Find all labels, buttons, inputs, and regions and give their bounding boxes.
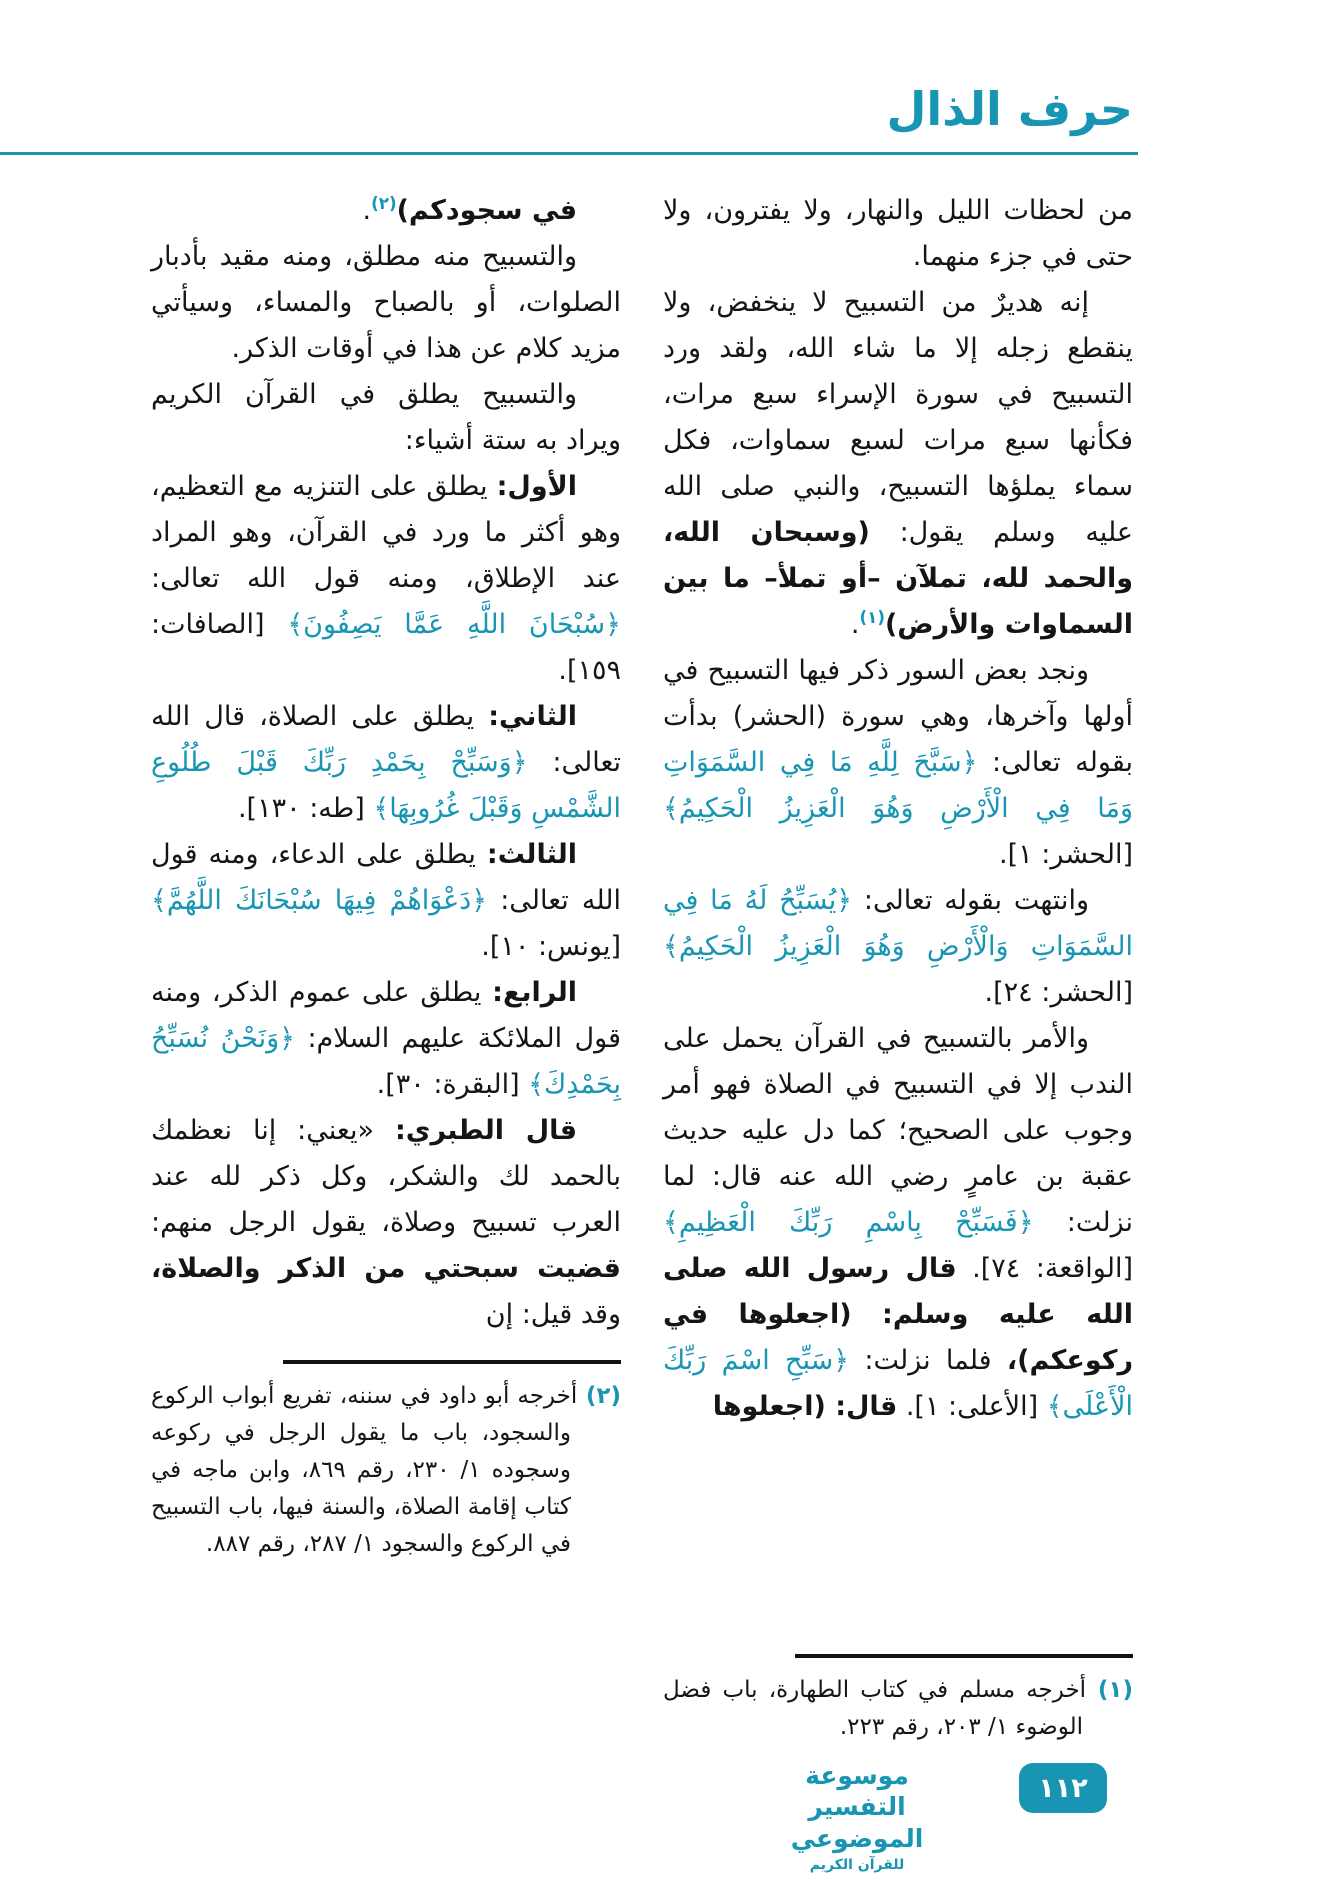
paragraph xyxy=(663,280,1133,648)
paragraph xyxy=(151,970,621,1108)
paragraph xyxy=(663,188,1133,280)
footnote xyxy=(663,1672,1133,1746)
emphasis-run: الثالث: xyxy=(486,839,577,870)
footnote xyxy=(151,1378,621,1563)
emphasis-run: في سجودكم) xyxy=(396,195,577,226)
paragraph xyxy=(151,188,621,234)
footnote-text: أخرجه أبو داود في سننه، تفريع أبواب الركوع والسجود، باب ما يقول الرجل في ركوعه وسجوده ١/ ٢٣٠، رقم ٨٦٩، وابن ماجه في كتاب إقامة الصلاة، والسنة فيها، باب التسبيح في الركوع والسجود ١/ ٢٨٧، رقم ٨٨٧. xyxy=(151,1383,578,1557)
footnote-text: أخرجه مسلم في كتاب الطهارة، باب فضل الوضوء ١/ ٢٠٣، رقم ٢٢٣. xyxy=(663,1677,1087,1740)
paragraph xyxy=(663,648,1133,878)
text-run: فلما نزلت: xyxy=(849,1345,1007,1376)
page-number-badge xyxy=(1019,1763,1107,1813)
page-content xyxy=(150,188,1133,1750)
quran-verse: ﴿سُبْحَانَ اللَّهِ عَمَّا يَصِفُونَ﴾ xyxy=(287,609,621,640)
column-right-text xyxy=(663,188,1133,1430)
column-right-footnotes xyxy=(663,1654,1133,1750)
column-left xyxy=(151,188,621,1750)
emphasis-run: قال الطبري: xyxy=(394,1115,577,1146)
text-run: يطلق على الدعاء، ومنه قول الله تعالى: xyxy=(151,839,622,916)
quran-verse: ﴿دَعْوَاهُمْ فِيهَا سُبْحَانَكَ اللَّهُمَّ﴾ xyxy=(151,885,488,916)
paragraph xyxy=(663,878,1133,1016)
text-run: والتسبيح يطلق في القرآن الكريم ويراد به ستة أشياء: xyxy=(151,379,621,456)
publisher-logo xyxy=(762,1760,952,1873)
text-run: يطلق على الصلاة، قال الله تعالى: xyxy=(151,701,621,778)
emphasis-run: قضيت سبحتي من الذكر والصلاة، xyxy=(151,1253,621,1284)
paragraph xyxy=(151,372,621,464)
text-run: [الصافات: ١٥٩]. xyxy=(151,609,621,686)
text-run: [طه: ١٣٠]. xyxy=(237,793,374,824)
emphasis-run: (وسبحان الله، والحمد لله، تملآن –أو تملأ– ما بين السماوات والأرض) xyxy=(663,517,1133,640)
column-right xyxy=(663,188,1133,1750)
text-run: . xyxy=(362,195,372,226)
text-run: والأمر بالتسبيح في القرآن يحمل على الندب إلا في التسبيح في الصلاة فهو أمر وجوب على الصحيح؛ كما دل عليه حديث عقبة بن عامرٍ رضي الله عنه قال: لما نزلت: xyxy=(663,1023,1133,1238)
column-left-text xyxy=(151,188,621,1338)
text-run: [الحشر: ١]. xyxy=(999,839,1133,870)
quran-verse: ﴿فَسَبِّحْ بِاسْمِ رَبِّكَ الْعَظِيمِ﴾ xyxy=(663,1207,1034,1238)
footnote-ref: (٢) xyxy=(371,193,397,213)
quran-verse: ﴿سَبَّحَ لِلَّهِ مَا فِي السَّمَوَاتِ وَمَا فِي الْأَرْضِ وَهُوَ الْعَزِيزُ الْحَكِيمُ﴾ xyxy=(663,747,1133,824)
text-run: [الأعلى: ١]. xyxy=(897,1391,1047,1422)
paragraph xyxy=(151,832,621,970)
text-run: وقد قيل: إن xyxy=(485,1299,621,1330)
publisher-logo-title: موسوعة التفسير الموضوعي xyxy=(790,1761,924,1853)
paragraph xyxy=(151,234,621,372)
footnote-marker: (٢) xyxy=(577,1383,621,1409)
emphasis-run: الرابع: xyxy=(492,977,577,1008)
publisher-logo-subtitle: للقرآن الكريم xyxy=(809,1856,905,1873)
emphasis-run: قال رسول الله صلى الله عليه وسلم: (اجعلوها في ركوعكم)، xyxy=(663,1253,1133,1376)
quran-verse: ﴿وَنَحْنُ نُسَبِّحُ بِحَمْدِكَ﴾ xyxy=(151,1023,621,1100)
footnote-separator xyxy=(283,1360,621,1364)
footnote-marker: (١) xyxy=(1086,1677,1133,1703)
paragraph xyxy=(663,1016,1133,1430)
text-run: يطلق على التنزيه مع التعظيم، وهو أكثر ما ورد في القرآن، وهو المراد عند الإطلاق، ومنه قول الله تعالى: xyxy=(151,471,621,594)
page-number: ١١٢ xyxy=(1038,1772,1088,1804)
chapter-title: حرف الذال xyxy=(886,82,1133,136)
footnote-separator xyxy=(795,1654,1133,1658)
footnote-ref: (١) xyxy=(859,607,885,627)
text-run: والتسبيح منه مطلق، ومنه مقيد بأدبار الصلوات، أو بالصباح والمساء، وسيأتي مزيد كلام عن هذا في أوقات الذكر. xyxy=(151,241,621,364)
text-run: ونجد بعض السور ذكر فيها التسبيح في أولها وآخرها، وهي سورة (الحشر) بدأت بقوله تعالى: xyxy=(663,655,1133,778)
paragraph xyxy=(151,464,621,694)
quran-verse: ﴿يُسَبِّحُ لَهُ مَا فِي السَّمَوَاتِ وَالْأَرْضِ وَهُوَ الْعَزِيزُ الْحَكِيمُ﴾ xyxy=(663,885,1133,962)
emphasis-run: قال: (اجعلوها xyxy=(712,1391,898,1422)
text-run: وانتهت بقوله تعالى: xyxy=(852,885,1089,916)
text-run: . xyxy=(850,609,860,640)
paragraph xyxy=(151,1108,621,1338)
text-run: «يعني: إنا نعظمك بالحمد لك والشكر، وكل ذكر لله عند العرب تسبيح وصلاة، يقول الرجل منهم: xyxy=(151,1115,621,1238)
emphasis-run: الأول: xyxy=(496,471,577,502)
paragraph xyxy=(151,694,621,832)
text-run: [الحشر: ٢٤]. xyxy=(984,977,1133,1008)
quran-verse: ﴿سَبِّحِ اسْمَ رَبِّكَ الْأَعْلَى﴾ xyxy=(663,1345,1133,1422)
text-run: [البقرة: ٣٠]. xyxy=(376,1069,529,1100)
header-rule xyxy=(0,152,1138,155)
text-run: [الواقعة: ٧٤]. xyxy=(956,1253,1133,1284)
column-left-footnotes xyxy=(151,1360,621,1567)
emphasis-run: الثاني: xyxy=(488,701,577,732)
quran-verse: ﴿وَسَبِّحْ بِحَمْدِ رَبِّكَ قَبْلَ طُلُوعِ الشَّمْسِ وَقَبْلَ غُرُوبِهَا﴾ xyxy=(151,747,621,824)
footnote-list xyxy=(151,1378,621,1563)
text-run: من لحظات الليل والنهار، ولا يفترون، ولا حتى في جزء منهما. xyxy=(663,195,1133,272)
footnote-list xyxy=(663,1672,1133,1746)
text-run: يطلق على عموم الذكر، ومنه قول الملائكة عليهم السلام: xyxy=(151,977,621,1054)
text-run: إنه هديرٌ من التسبيح لا ينخفض، ولا ينقطع زجله إلا ما شاء الله، ولقد ورد التسبيح في سورة الإسراء سبع مرات، فكأنها سبع مرات لسبع سماوات، فكل سماء يملؤها التسبيح، والنبي صلى الله عليه وسلم يقول: xyxy=(663,287,1133,548)
text-run: [يونس: ١٠]. xyxy=(481,931,621,962)
